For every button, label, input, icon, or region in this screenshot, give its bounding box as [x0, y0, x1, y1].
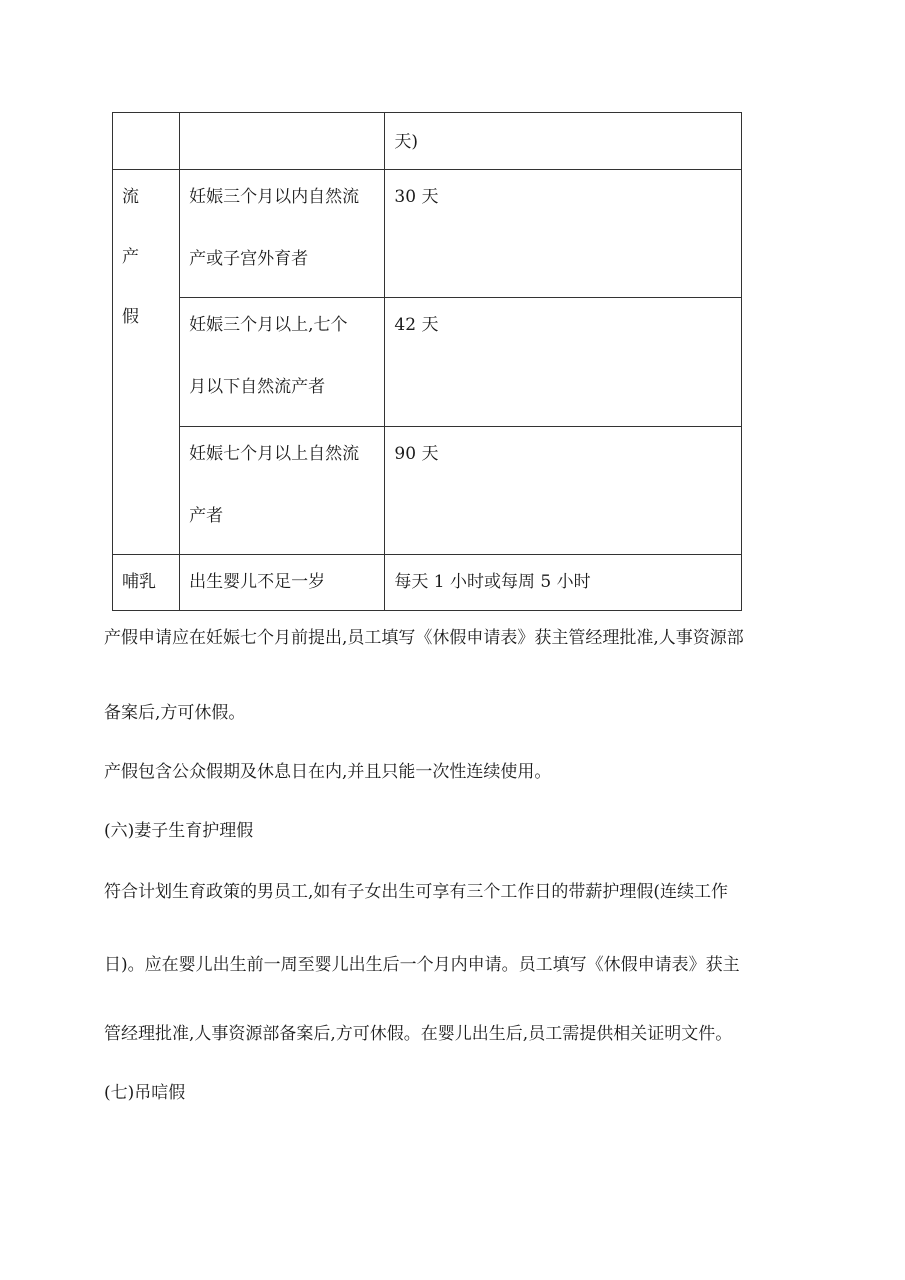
section-heading: (七)吊唁假 — [104, 1083, 186, 1103]
table-row — [113, 113, 742, 170]
condition-cell — [180, 426, 385, 554]
section-heading: (六)妻子生育护理假 — [104, 821, 254, 841]
condition-cell — [180, 298, 385, 426]
category-char: 流 — [122, 187, 139, 207]
table-cell — [385, 113, 742, 170]
condition-cell: 出生婴儿不足一岁 — [180, 555, 385, 611]
days-value: 42 天 — [394, 315, 439, 336]
days-value: 90 天 — [394, 443, 439, 464]
condition-line: 妊娠三个月以内自然流 — [189, 187, 360, 207]
days-cell — [385, 426, 742, 554]
days-cell — [385, 170, 742, 298]
category-char: 产 — [122, 247, 139, 267]
table-cell — [113, 113, 180, 170]
condition-line: 月以下自然流产者 — [189, 377, 326, 398]
condition-line: 产或子宫外育者 — [189, 249, 309, 269]
condition-line: 妊娠三个月以上,七个 — [189, 315, 348, 336]
paragraph-line: 符合计划生育政策的男员工,如有子女出生可享有三个工作日的带薪护理假(连续工作 — [104, 882, 729, 902]
days-value: 30 天 — [394, 187, 439, 207]
condition-cell — [180, 170, 385, 298]
continuation-text: 天) — [394, 132, 419, 152]
table-row — [113, 170, 742, 298]
leave-policy-table — [112, 112, 742, 611]
table-cell — [180, 113, 385, 170]
duration-cell: 每天 1 小时或每周 5 小时 — [385, 555, 742, 611]
table-row — [113, 426, 742, 554]
paragraph-line: 日)。应在婴儿出生前一周至婴儿出生后一个月内申请。员工填写《休假申请表》获主 — [104, 955, 740, 975]
nursing-leave-category: 哺乳 — [113, 555, 180, 611]
miscarriage-leave-category — [113, 170, 180, 555]
paragraph-line: 管经理批准,人事资源部备案后,方可休假。在婴儿出生后,员工需提供相关证明文件。 — [104, 1024, 733, 1044]
paragraph-line: 产假申请应在妊娠七个月前提出,员工填写《休假申请表》获主管经理批准,人事资源部 — [104, 628, 744, 648]
condition-line: 妊娠七个月以上自然流 — [189, 443, 360, 464]
days-cell — [385, 298, 742, 426]
paragraph: 产假包含公众假期及休息日在内,并且只能一次性连续使用。 — [104, 762, 552, 782]
table-row — [113, 555, 742, 611]
paragraph-line: 备案后,方可休假。 — [104, 703, 246, 723]
category-char: 假 — [122, 307, 139, 327]
table-row — [113, 298, 742, 426]
condition-line: 产者 — [189, 505, 224, 526]
